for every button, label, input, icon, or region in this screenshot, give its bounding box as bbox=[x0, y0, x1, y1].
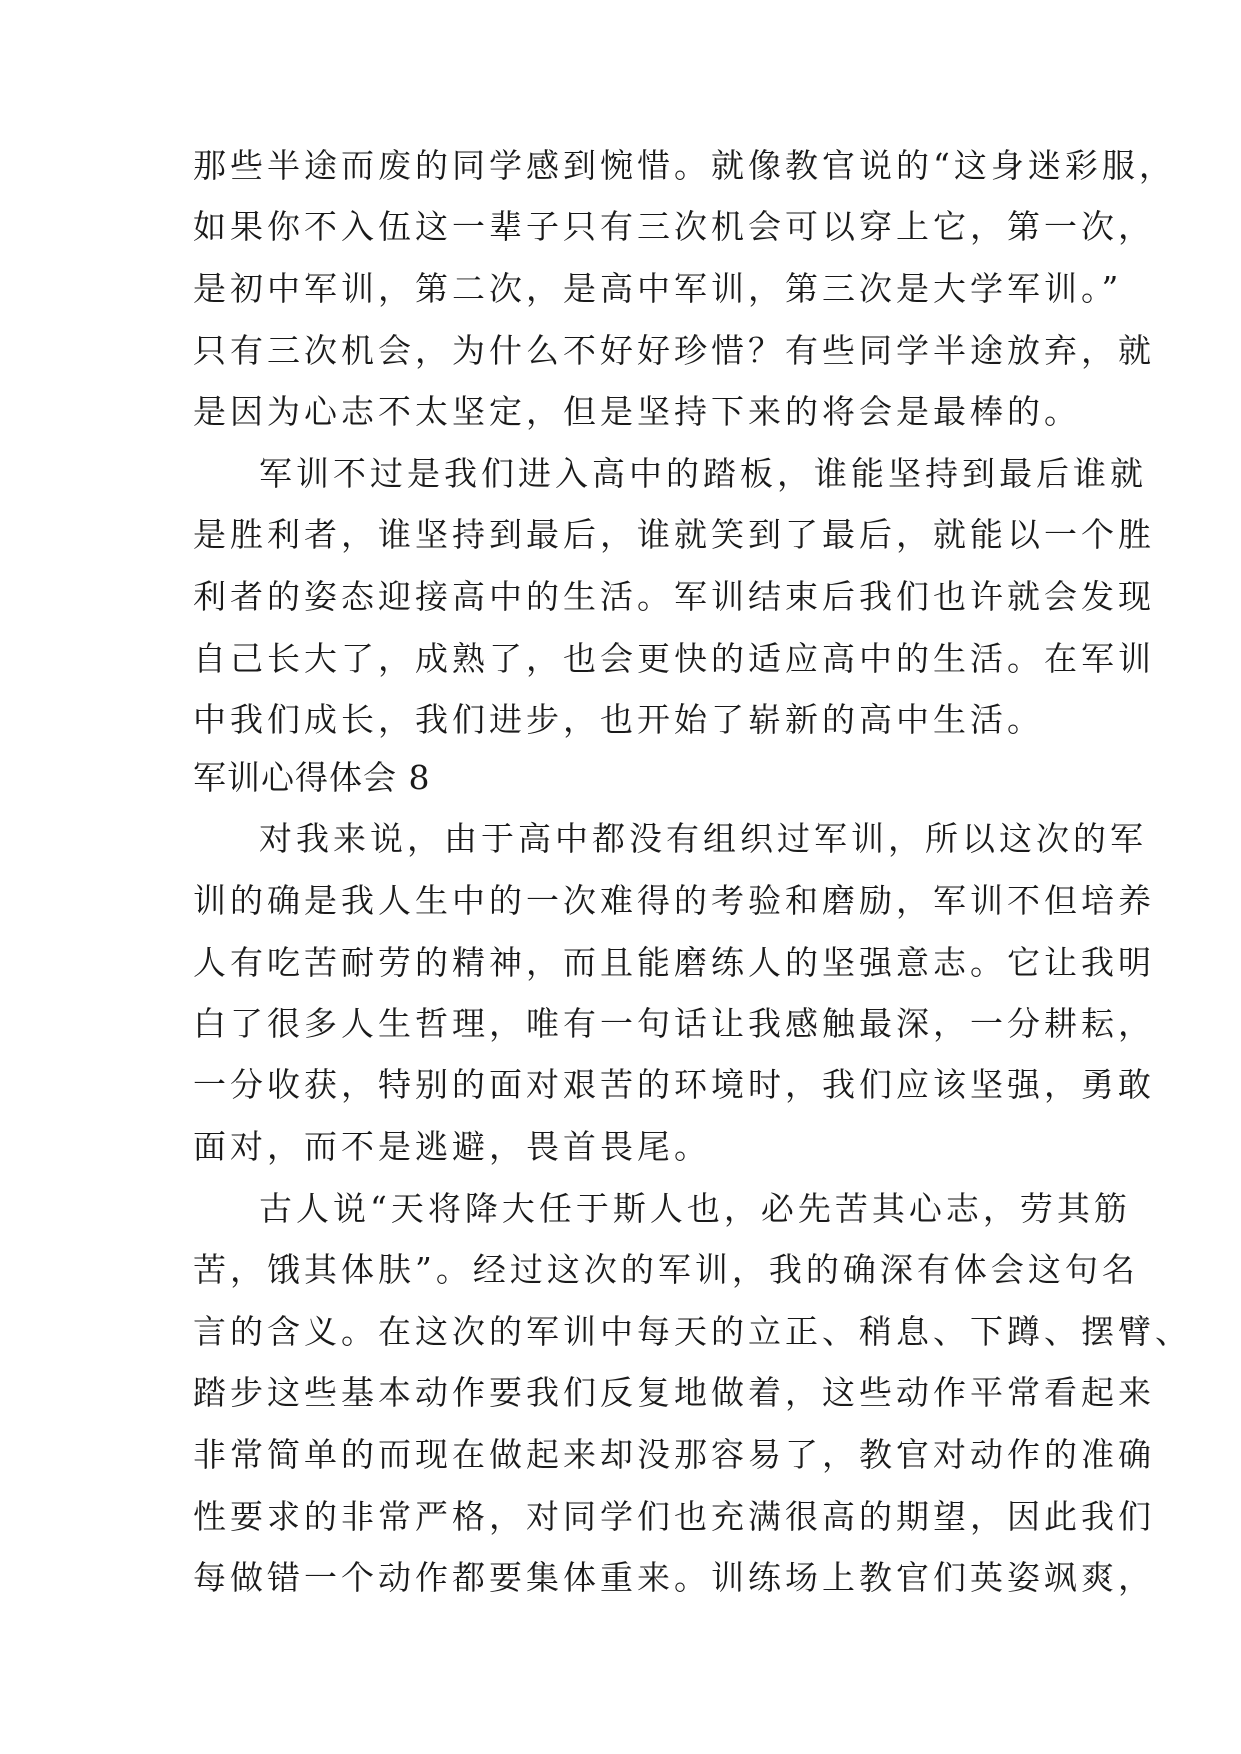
paragraph-first-line: 军训不过是我们进入高中的踏板，谁能坚持到最后谁就 bbox=[259, 454, 1147, 493]
text-line: 非常简单的而现在做起来却没那容易了，教官对动作的准确 bbox=[193, 1435, 1155, 1474]
text-line: 中我们成长，我们进步，也开始了崭新的高中生活。 bbox=[193, 700, 1044, 739]
text-line: 性要求的非常严格，对同学们也充满很高的期望，因此我们 bbox=[193, 1497, 1155, 1536]
text-line: 只有三次机会，为什么不好好珍惜？有些同学半途放弃，就 bbox=[193, 331, 1155, 370]
paragraph-first-line: 古人说“天将降大任于斯人也，必先苦其心志，劳其筋 bbox=[259, 1189, 1131, 1228]
text-line: 每做错一个动作都要集体重来。训练场上教官们英姿飒爽， bbox=[193, 1558, 1155, 1597]
text-line: 踏步这些基本动作要我们反复地做着，这些动作平常看起来 bbox=[193, 1373, 1155, 1412]
text-line: 白了很多人生哲理，唯有一句话让我感触最深，一分耕耘， bbox=[193, 1004, 1155, 1043]
text-line: 是初中军训，第二次，是高中军训，第三次是大学军训。” bbox=[193, 269, 1123, 308]
text-line: 那些半途而废的同学感到惋惜。就像教官说的“这身迷彩服， bbox=[193, 146, 1176, 185]
text-line: 人有吃苦耐劳的精神，而且能磨练人的坚强意志。它让我明 bbox=[193, 943, 1155, 982]
paragraph-first-line: 对我来说，由于高中都没有组织过军训，所以这次的军 bbox=[259, 819, 1147, 858]
text-line: 如果你不入伍这一辈子只有三次机会可以穿上它，第一次， bbox=[193, 207, 1155, 246]
text-line: 自己长大了，成熟了，也会更快的适应高中的生活。在军训 bbox=[193, 639, 1155, 678]
text-line: 一分收获，特别的面对艰苦的环境时，我们应该坚强，勇敢 bbox=[193, 1065, 1155, 1104]
text-line: 是胜利者，谁坚持到最后，谁就笑到了最后，就能以一个胜 bbox=[193, 515, 1155, 554]
text-line: 是因为心志不太坚定，但是坚持下来的将会是最棒的。 bbox=[193, 392, 1081, 431]
section-heading: 军训心得体会 8 bbox=[193, 758, 431, 797]
text-line: 言的含义。在这次的军训中每天的立正、稍息、下蹲、摆臂、 bbox=[193, 1312, 1192, 1351]
text-line: 训的确是我人生中的一次难得的考验和磨励，军训不但培养 bbox=[193, 881, 1155, 920]
text-line: 利者的姿态迎接高中的生活。军训结束后我们也许就会发现 bbox=[193, 577, 1155, 616]
text-line: 苦，饿其体肤”。经过这次的军训，我的确深有体会这句名 bbox=[193, 1250, 1139, 1289]
text-line: 面对，而不是逃避，畏首畏尾。 bbox=[193, 1127, 711, 1166]
